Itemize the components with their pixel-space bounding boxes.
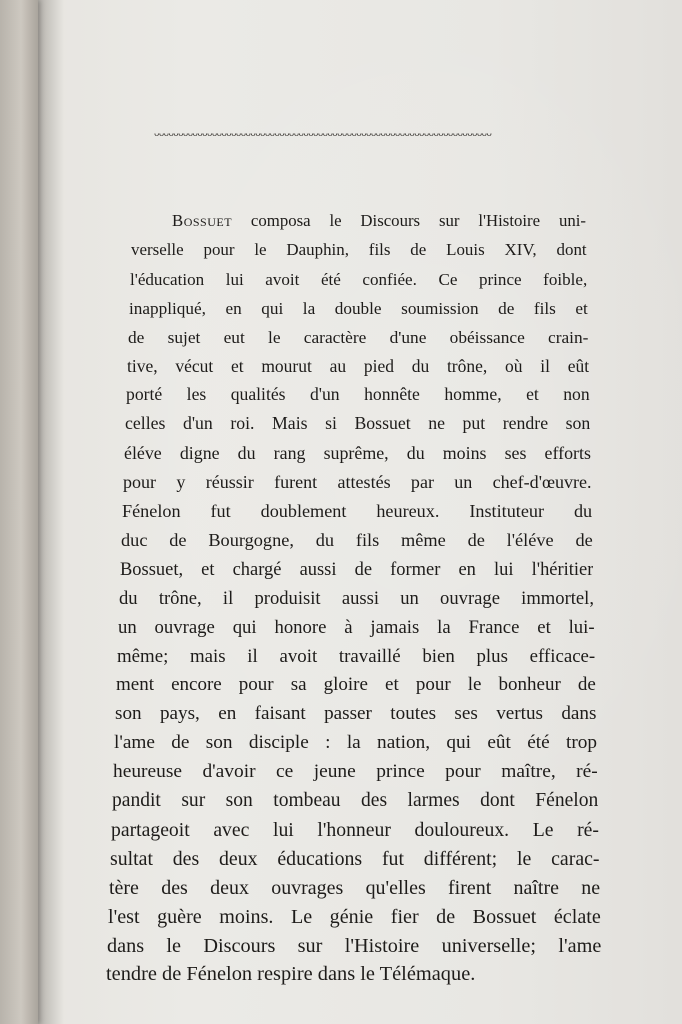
text-line: même; mais il avoit travaillé bien plus efficace- bbox=[117, 645, 596, 667]
text-line: tive, vécut et mourut au pied du trône, où il eût bbox=[127, 355, 590, 376]
first-line-rest: composa le Discours sur l'Histoire uni- bbox=[250, 211, 586, 230]
text-line: l'est guère moins. Le génie fier de Bossuet éclate bbox=[108, 905, 601, 928]
text-line: l'éducation lui avoit été confiée. Ce prince foible, bbox=[130, 269, 588, 289]
text-line: Bossuet, et chargé aussi de former en lui l'héritier bbox=[120, 558, 594, 579]
text-line: duc de Bourgogne, du fils même de l'éléve de bbox=[121, 529, 593, 550]
text-line: éléve digne du rang suprême, du moins ses efforts bbox=[124, 443, 591, 464]
text-line: ment encore pour sa gloire et pour le bonheur de bbox=[116, 674, 596, 696]
text-line: l'ame de son disciple : la nation, qui eût été trop bbox=[114, 732, 598, 754]
text-line: de sujet eut le caractère d'une obéissance crain- bbox=[128, 327, 589, 347]
text-line: verselle pour le Dauphin, fils de Louis XIV, dont bbox=[131, 239, 587, 259]
text-line: dans le Discours sur l'Histoire universelle; l'ame bbox=[107, 934, 602, 957]
text-line: pour y réussir furent attestés par un chef-d'œuvre. bbox=[123, 472, 592, 493]
text-line: tendre de Fénelon respire dans le Télémaque. bbox=[106, 963, 476, 986]
text-line: heureuse d'avoir ce jeune prince pour maître, ré- bbox=[113, 761, 598, 783]
text-line: sultat des deux éducations fut différent; le carac- bbox=[110, 847, 600, 870]
text-line: inappliqué, en qui la double soumission de fils et bbox=[129, 298, 588, 318]
text-line: porté les qualités d'un honnête homme, et non bbox=[126, 384, 590, 405]
text-line: un ouvrage qui honore à jamais la France et lui- bbox=[118, 616, 595, 638]
text-line: tère des deux ouvrages qu'elles firent naître ne bbox=[109, 876, 601, 899]
text-line: son pays, en faisant passer toutes ses vertus dans bbox=[115, 703, 597, 725]
text-line: celles d'un roi. Mais si Bossuet ne put rendre son bbox=[125, 413, 591, 434]
text-line: du trône, il produisit aussi un ouvrage immortel, bbox=[119, 587, 594, 609]
ornamental-rule: ᴗᴗᴗᴗᴗᴗᴗᴗᴗᴗᴗᴗᴗᴗᴗᴗᴗᴗᴗᴗᴗᴗᴗᴗᴗᴗᴗᴗᴗᴗᴗᴗᴗᴗᴗᴗᴗᴗᴗᴗᴗᴗᴗᴗᴗᴗᴗᴗᴗᴗᴗᴗᴗᴗᴗᴗᴗᴗᴗᴗᴗᴗᴗᴗᴗᴗᴗᴗᴗᴗ bbox=[154, 129, 492, 139]
text-line: pandit sur son tombeau des larmes dont Fénelon bbox=[112, 790, 599, 811]
text-line: Fénelon fut doublement heureux. Instituteur du bbox=[122, 501, 593, 521]
opening-word: Bossuet bbox=[172, 211, 233, 230]
text-line-1 bbox=[172, 210, 586, 234]
text-line: partageoit avec lui l'honneur douloureux. Le ré- bbox=[111, 818, 599, 841]
